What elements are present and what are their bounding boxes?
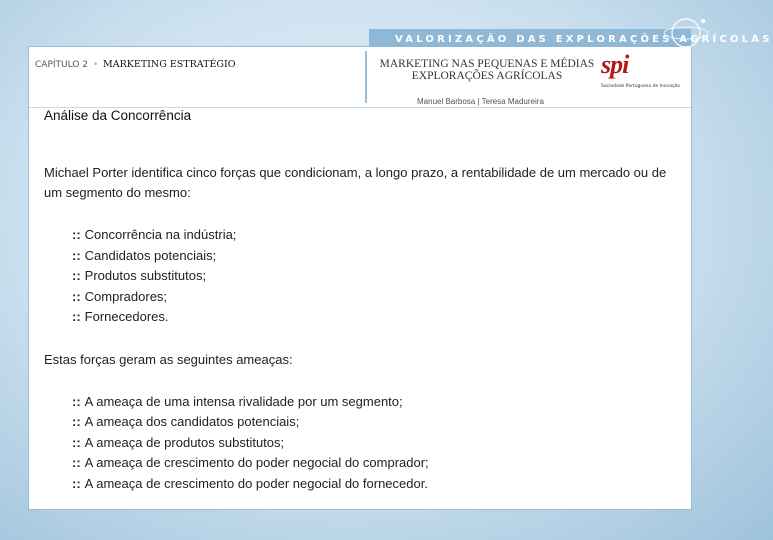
bullet-marker: :: [72,288,81,304]
bullet-marker: :: [72,247,81,263]
threats-intro: Estas forças geram as seguintes ameaças: [44,351,293,367]
list-item: :: A ameaça de crescimento do poder negocial do fornecedor. [72,475,428,491]
list-item: :: A ameaça de produtos substitutos; [72,434,285,450]
list-item: :: Fornecedores. [72,309,169,324]
header-band [29,47,691,108]
list-item: :: A ameaça de crescimento do poder negocial do comprador; [72,455,429,470]
book-title-line2: EXPLORAÇÕES AGRÍCOLAS [411,70,563,82]
bullet-marker: :: [72,309,81,324]
logo-text: spi [601,50,629,79]
chapter-prefix: CAPÍTULO 2 [35,60,88,70]
authors: Manuel Barbosa | Teresa Madureira [417,97,544,106]
book-title [377,58,597,82]
bullet-marker: :: [72,393,81,409]
bullet-marker: :: [72,268,81,283]
book-title-line1: MARKETING NAS PEQUENAS E MÉDIAS [379,58,595,70]
header-divider [365,51,367,103]
slide [28,34,773,510]
list-item: :: Compradores; [72,288,168,304]
intro-paragraph: Michael Porter identifica cinco forças que condicionam, a longo prazo, a rentabilidade de um mercado ou de um segmento do mesmo: [44,165,667,200]
threats-list [72,392,684,495]
bullet-marker: :: [72,227,81,242]
banner-title: VALORIZAÇÃO DAS EXPLORAÇÕES AGRÍCOLAS [395,34,773,45]
spi-logo [601,50,685,96]
bullet-marker: :: [72,455,81,470]
list-item: :: Concorrência na indústria; [72,227,237,242]
list-item: :: Candidatos potenciais; [72,247,217,263]
forces-list [72,225,684,328]
bullet-marker: :: [72,414,81,429]
chapter-heading [35,59,236,70]
chapter-label: MARKETING ESTRATÉGIO [103,59,236,70]
section-title: Análise da Concorrência [44,108,192,123]
content [44,163,684,516]
bullet-marker: :: [72,434,81,450]
bullet-marker: :: [72,475,81,491]
list-item: :: Produtos substitutos; [72,268,207,283]
separator-dot: • [92,60,99,70]
list-item: :: A ameaça de uma intensa rivalidade por um segmento; [72,393,403,409]
list-item: :: A ameaça dos candidatos potenciais; [72,414,300,429]
logo-subtitle: Sociedade Portuguesa de Inovação [601,84,680,89]
